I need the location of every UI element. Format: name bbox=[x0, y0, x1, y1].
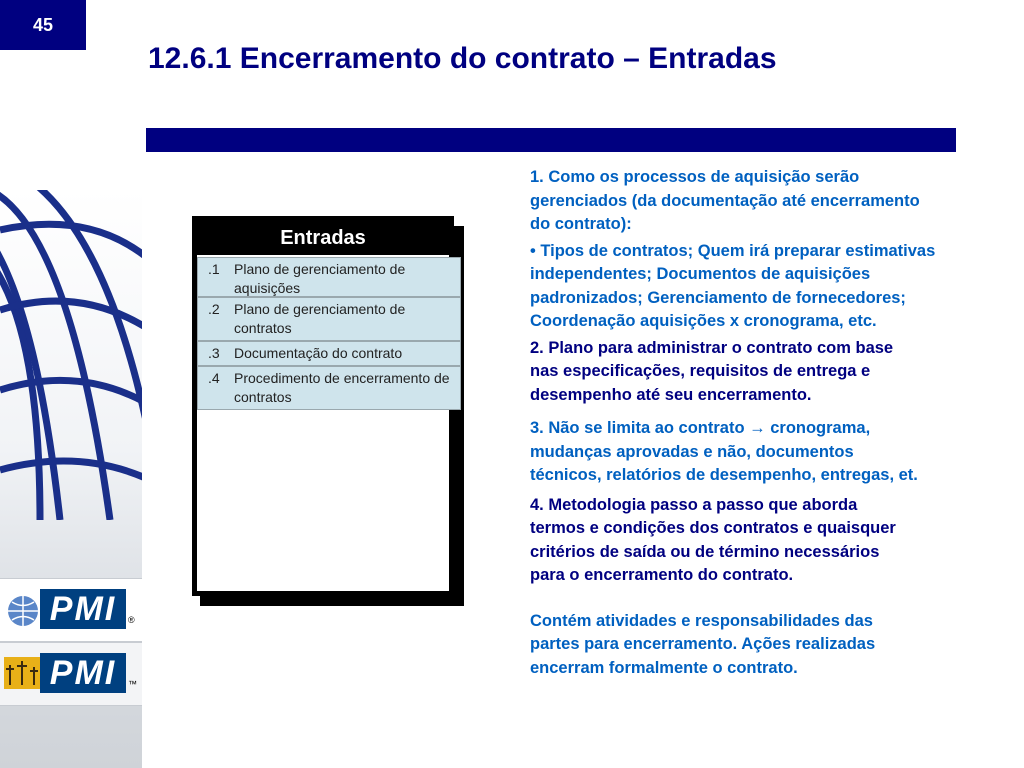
chapter-badge-icon bbox=[4, 655, 42, 691]
item-number: .1 bbox=[208, 261, 220, 277]
notes-text bbox=[530, 166, 1022, 683]
item-text: Documentação do contrato bbox=[234, 345, 403, 361]
note-1-details: • Tipos de contratos; Quem irá preparar estimativas independentes; Documentos de aquisições padronizados; Gerenciamento de fornecedores; Coordenação aquisições x cronograma, etc. bbox=[530, 241, 936, 330]
item-text: Procedimento de encerramento de contratos bbox=[234, 370, 450, 405]
item-text: Plano de gerenciamento de aquisições bbox=[234, 261, 406, 296]
list-item bbox=[197, 341, 461, 366]
note-5: Contém atividades e responsabilidades das partes para encerramento. Ações realizadas encerram formalmente o contrato. bbox=[530, 611, 876, 677]
note-4: 4. Metodologia passo a passo que aborda termos e condições dos contratos e quaisquer critérios de saída ou de término necessários para o encerramento do contrato. bbox=[530, 495, 896, 584]
slide-title: 12.6.1 Encerramento do contrato – Entradas bbox=[148, 42, 777, 75]
figure-header: Entradas bbox=[280, 227, 366, 249]
item-number: .4 bbox=[208, 370, 220, 386]
list-item bbox=[197, 257, 461, 297]
pmi-chapter-logo-text: PMI bbox=[40, 653, 126, 693]
figure-body bbox=[197, 255, 449, 591]
figure-box bbox=[192, 216, 454, 596]
trademark-mark: ™ bbox=[128, 679, 137, 689]
item-number: .2 bbox=[208, 301, 220, 317]
entradas-figure bbox=[192, 216, 464, 606]
globe-badge-icon bbox=[4, 591, 42, 627]
note-1: 1. Como os processos de aquisição serão gerenciados (da documentação até encerramento do contrato): bbox=[530, 168, 920, 233]
item-number: .3 bbox=[208, 345, 220, 361]
title-underline-bar bbox=[146, 128, 956, 152]
left-decorative-panel bbox=[0, 190, 142, 768]
page-number: 45 bbox=[0, 0, 86, 50]
registered-mark: ® bbox=[128, 615, 135, 625]
list-item bbox=[197, 366, 461, 410]
list-item bbox=[197, 297, 461, 341]
pmi-logo-text: PMI bbox=[40, 589, 126, 629]
globe-icon bbox=[0, 190, 142, 520]
note-2: 2. Plano para administrar o contrato com base nas especificações, requisitos de entrega e desempenho até seu encerramento. bbox=[530, 338, 894, 404]
pmi-chapter-logo bbox=[0, 642, 142, 706]
item-text: Plano de gerenciamento de contratos bbox=[234, 301, 406, 336]
note-3: 3. Não se limita ao contrato → cronograma, mudanças aprovadas e não, documentos técnicos, relatórios de desempenho, entregas, et. bbox=[530, 419, 918, 484]
inputs-list bbox=[197, 257, 461, 410]
pmi-logo bbox=[0, 578, 142, 642]
